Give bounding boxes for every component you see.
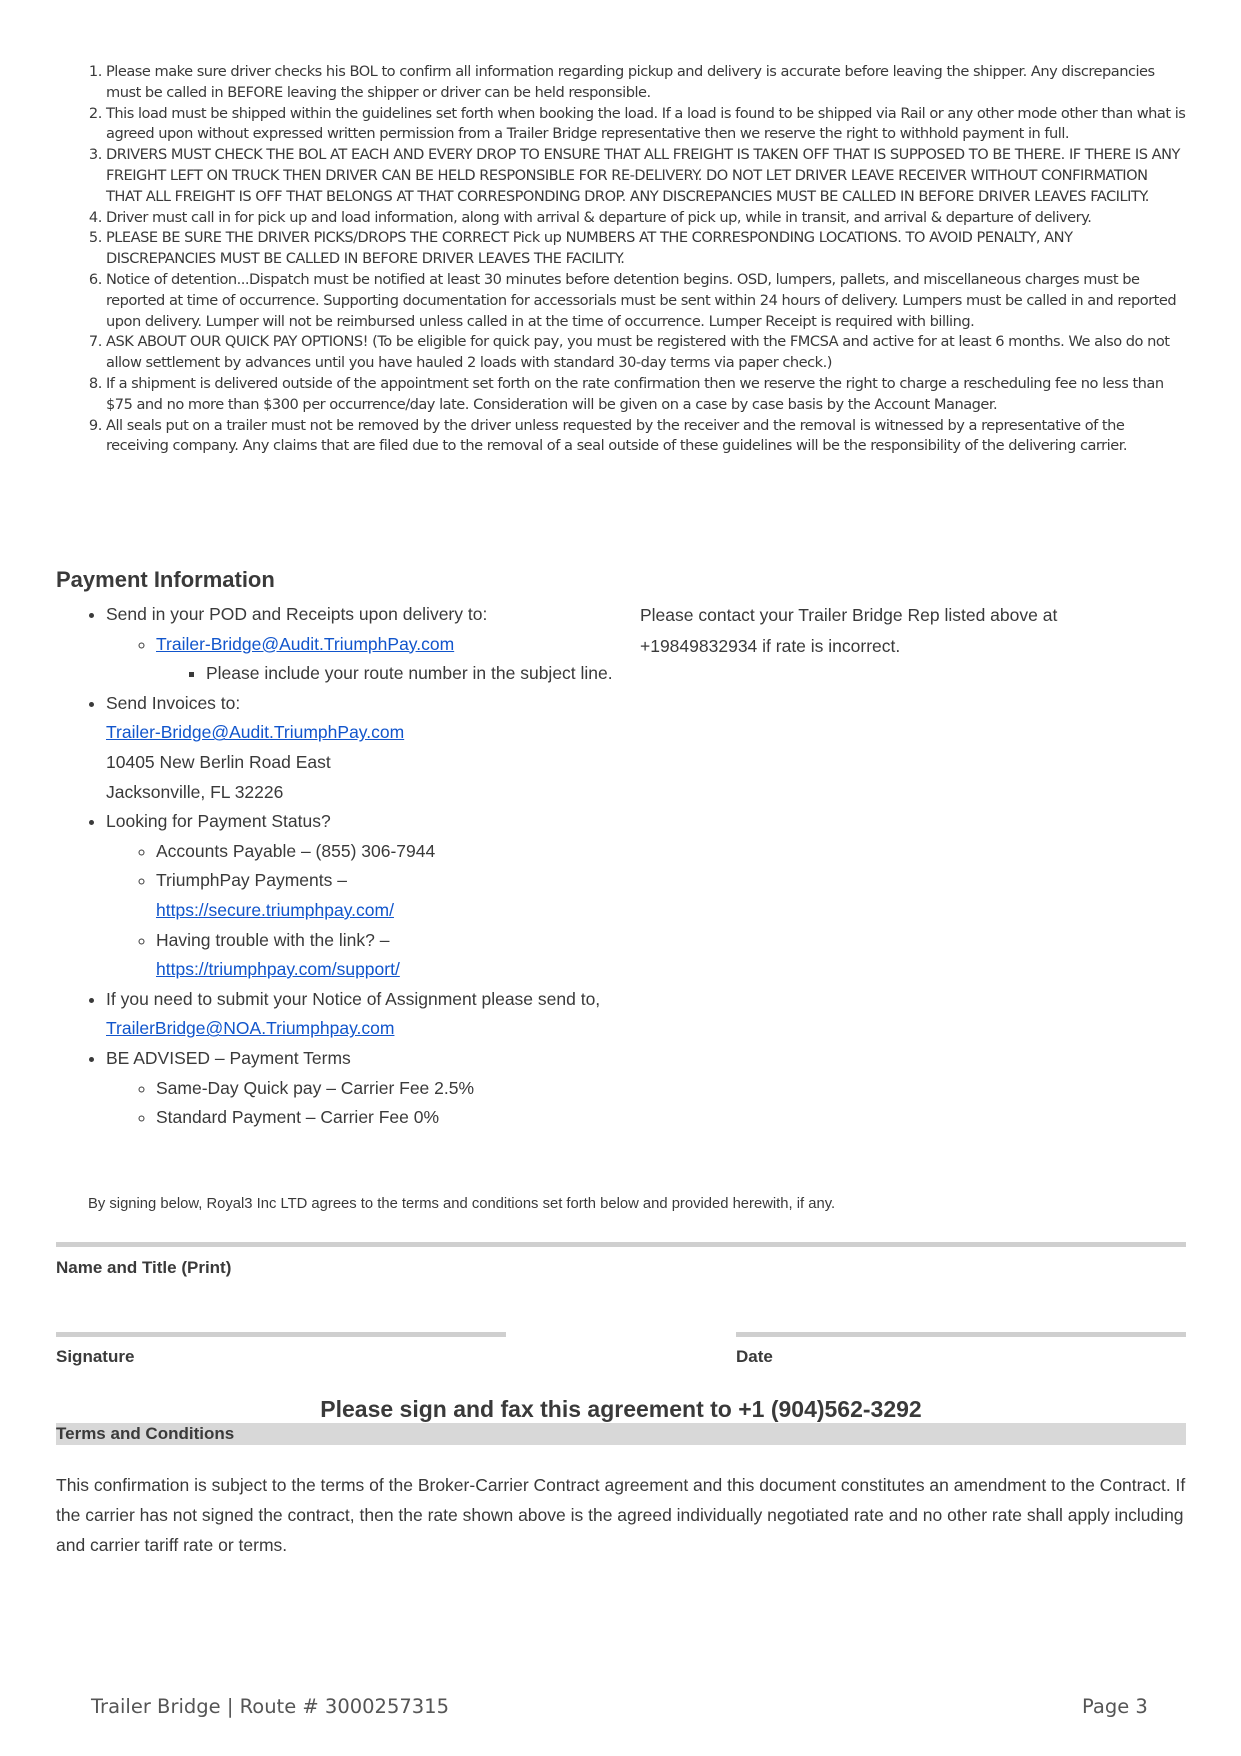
instruction-item: 2. This load must be shipped within the guidelines set forth when booking the load. If a load is found to be shipped via Rail or any other mode other than what is agreed upon without expressed written permission from a Trailer Bridge representative then we reserve the right to withhold payment in full. (106, 104, 1186, 146)
payment-info-list (56, 600, 616, 1133)
instruction-item: 8. If a shipment is delivered outside of the appointment set forth on the rate confirmation then we reserve the right to charge a rescheduling fee no less than $75 and no more than $300 per occurrence/day late. Consideration will be given on a case by case basis by the Account Manager. (106, 374, 1186, 416)
instruction-item: 9. All seals put on a trailer must not be removed by the driver unless requested by the receiver and the removal is witnessed by a representative of the receiving company. Any claims that are filed due to the removal of a seal outside of these guidelines will be the responsibility of the delivering carrier. (106, 416, 1186, 458)
list-item (156, 926, 616, 985)
terms-heading-bar (56, 1423, 1186, 1445)
list-item (106, 985, 616, 1044)
date-line (736, 1332, 1186, 1337)
list-item (106, 807, 616, 985)
list-item (106, 689, 616, 807)
invoice-email-link[interactable]: Trailer-Bridge@Audit.TriumphPay.com (106, 722, 405, 743)
date-label: Date (736, 1347, 773, 1366)
contact-note (640, 600, 1120, 662)
footer-page-number: Page 3 (1082, 1695, 1148, 1718)
instruction-item: 6. Notice of detention...Dispatch must be notified at least 30 minutes before detention begins. OSD, lumpers, pallets, and miscellaneous charges must be reported at time of occurrence. Supporting documentation for accessorials must be sent within 24 hours of delivery. Lumpers must be called in and reported upon delivery. Lumper will not be reimbursed unless called in at the time of occurrence. Lumper Receipt is required with billing. (106, 270, 1186, 332)
invoice-street: 10405 New Berlin Road East (106, 751, 331, 772)
standard-pay-item: ◦ Standard Payment – Carrier Fee 0% (156, 1103, 616, 1133)
triumphpay-label: ◦ TriumphPay Payments – (156, 870, 347, 891)
instruction-item: 4. Driver must call in for pick up and load information, along with arrival & departure of pick up, while in transit, and arrival & departure of delivery. (106, 208, 1186, 229)
support-link[interactable]: https://triumphpay.com/support/ (156, 959, 400, 980)
trouble-label: ◦ Having trouble with the link? – (156, 929, 390, 950)
noa-email-link[interactable]: TrailerBridge@NOA.Triumphpay.com (106, 1018, 395, 1039)
triumphpay-link[interactable]: https://secure.triumphpay.com/ (156, 899, 394, 920)
contact-note-line: +19849832934 if rate is incorrect. (640, 636, 901, 656)
instruction-item: 7. ASK ABOUT OUR QUICK PAY OPTIONS! (To be eligible for quick pay, you must be registered with the FMCSA and active for at least 6 months. We also do not allow settlement by advances until you have hauled 2 loads with standard 30-day terms via paper check.) (106, 332, 1186, 374)
contact-note-line: Please contact your Trailer Bridge Rep listed above at (640, 605, 1058, 625)
terms-heading: Terms and Conditions (56, 1424, 235, 1443)
footer-route: Trailer Bridge | Route # 3000257315 (91, 1695, 449, 1718)
list-item (156, 630, 616, 689)
list-item (106, 1044, 616, 1133)
quick-pay-item: ◦ Same-Day Quick pay – Carrier Fee 2.5% (156, 1074, 616, 1104)
name-title-line (56, 1242, 1186, 1247)
terms-body: This confirmation is subject to the terms of the Broker-Carrier Contract agreement and this document constitutes an amendment to the Contract. If the carrier has not signed the contract, then the rate shown above is the agreed individually negotiated rate and no other rate shall apply including and carrier tariff rate or terms. (56, 1475, 1186, 1555)
instruction-item: 3. DRIVERS MUST CHECK THE BOL AT EACH AND EVERY DROP TO ENSURE THAT ALL FREIGHT IS TAKEN OFF THAT IS SUPPOSED TO BE THERE. IF THERE IS ANY FREIGHT LEFT ON TRUCK THEN DRIVER CAN BE HELD RESPONSIBLE FOR RE-DELIVERY. DO NOT LET DRIVER LEAVE RECEIVER WITHOUT CONFIRMATION THAT ALL FREIGHT IS OFF THAT BELONGS AT THAT CORRESPONDING DROP. ANY DISCREPANCIES MUST BE CALLED IN BEFORE DRIVER LEAVES FACILITY. (106, 145, 1186, 207)
advised-label: BE ADVISED – Payment Terms (106, 1047, 351, 1068)
noa-text: If you need to submit your Notice of Assignment please send to, (106, 988, 601, 1009)
status-label: Looking for Payment Status? (106, 811, 331, 832)
agreement-note: By signing below, Royal3 Inc LTD agrees to the terms and conditions set forth below and provided herewith, if any. (88, 1196, 836, 1212)
pod-note: ▪ Please include your route number in the subject line. (206, 659, 616, 689)
instructions-list (56, 62, 1186, 457)
invoice-city: Jacksonville, FL 32226 (106, 781, 284, 802)
list-item (156, 866, 616, 925)
fax-instruction: Please sign and fax this agreement to +1 (904)562-3292 (320, 1396, 922, 1422)
pod-label: Send in your POD and Receipts upon delivery to: (106, 604, 488, 624)
payment-info-heading: Payment Information (56, 567, 275, 592)
signature-line (56, 1332, 506, 1337)
invoice-label: • Send Invoices to: (106, 692, 241, 713)
pod-email-link[interactable]: Trailer-Bridge@Audit.TriumphPay.com (156, 633, 455, 654)
accounts-payable-item: ◦ Accounts Payable – (855) 306-7944 (156, 837, 616, 867)
instruction-item: 1. Please make sure driver checks his BOL to confirm all information regarding pickup and delivery is accurate before leaving the shipper. Any discrepancies must be called in BEFORE leaving the shipper or driver can be held responsible. (106, 62, 1186, 104)
name-title-label: Name and Title (Print) (56, 1258, 232, 1277)
signature-label: Signature (56, 1347, 135, 1366)
list-item (106, 600, 616, 689)
instruction-item: 5. PLEASE BE SURE THE DRIVER PICKS/DROPS THE CORRECT Pick up NUMBERS AT THE CORRESPONDING LOCATIONS. TO AVOID PENALTY, ANY DISCREPANCIES MUST BE CALLED IN BEFORE DRIVER LEAVES THE FACILITY. (106, 228, 1186, 270)
